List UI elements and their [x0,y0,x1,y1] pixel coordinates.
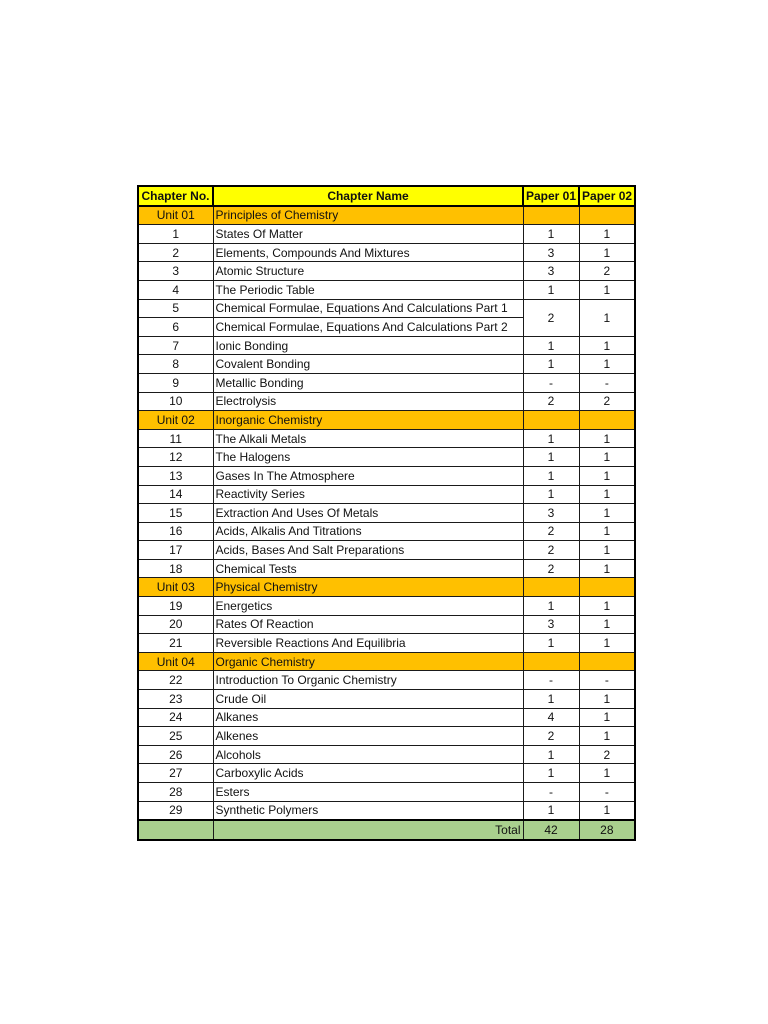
header-row [138,186,635,206]
unit-number: Unit 04 [138,652,213,671]
total-row [138,820,635,840]
chapter-number: 26 [138,745,213,764]
chapter-name: Rates Of Reaction [213,615,523,634]
table-row [138,243,635,262]
paper01-count: 1 [523,355,579,374]
chapter-number: 2 [138,243,213,262]
chapter-number: 22 [138,671,213,690]
paper02-count: 1 [579,280,635,299]
paper01-count: 1 [523,690,579,709]
chapter-number: 4 [138,280,213,299]
header-paper02: Paper 02 [579,186,635,206]
chapter-name: Chemical Formulae, Equations And Calculations Part 1 [213,299,523,318]
paper01-count [523,578,579,597]
paper01-count: 4 [523,708,579,727]
chapter-name: Chemical Tests [213,559,523,578]
chapter-name: Elements, Compounds And Mixtures [213,243,523,262]
table-row [138,801,635,820]
paper01-count: 2 [523,727,579,746]
paper02-count: 1 [579,727,635,746]
header-chapter-name: Chapter Name [213,186,523,206]
chapter-name: Gases In The Atmosphere [213,466,523,485]
chapter-name: Chemical Formulae, Equations And Calculations Part 2 [213,318,523,337]
chapter-number: 14 [138,485,213,504]
paper01-count: 1 [523,745,579,764]
chapter-name: The Periodic Table [213,280,523,299]
chapter-number: 13 [138,466,213,485]
unit-row [138,652,635,671]
chapter-number: 15 [138,504,213,523]
unit-number: Unit 03 [138,578,213,597]
table-row [138,448,635,467]
chapter-name: Covalent Bonding [213,355,523,374]
paper01-count: - [523,373,579,392]
paper02-count: 1 [579,355,635,374]
paper01-count: 1 [523,466,579,485]
table-row [138,727,635,746]
paper02-count: 1 [579,559,635,578]
unit-row [138,411,635,430]
chapter-name: Alkanes [213,708,523,727]
paper01-count [523,411,579,430]
chapter-number: 21 [138,634,213,653]
paper01-count: 3 [523,504,579,523]
table-row [138,485,635,504]
total-paper01: 42 [523,820,579,840]
paper02-count: 1 [579,634,635,653]
paper01-count: 1 [523,597,579,616]
chapter-number: 11 [138,429,213,448]
chapter-number: 27 [138,764,213,783]
paper01-count: 2 [523,392,579,411]
paper02-count: - [579,671,635,690]
chapter-name: Acids, Alkalis And Titrations [213,522,523,541]
paper02-count: - [579,373,635,392]
chapter-number: 29 [138,801,213,820]
paper01-count: - [523,783,579,802]
table-row [138,280,635,299]
chapter-number: 12 [138,448,213,467]
chapter-name: Alcohols [213,745,523,764]
unit-name: Physical Chemistry [213,578,523,597]
chapter-name: Reversible Reactions And Equilibria [213,634,523,653]
table-row [138,392,635,411]
table-row [138,783,635,802]
chapter-name: Electrolysis [213,392,523,411]
header-paper01: Paper 01 [523,186,579,206]
paper01-count: 1 [523,429,579,448]
paper02-count [579,206,635,225]
chapter-name: Alkenes [213,727,523,746]
paper01-count: 3 [523,262,579,281]
paper02-count: 1 [579,504,635,523]
chapter-number: 20 [138,615,213,634]
paper01-count: 2 [523,299,579,336]
paper02-count: 1 [579,690,635,709]
paper01-count: 1 [523,485,579,504]
paper01-count: 2 [523,541,579,560]
paper02-count: - [579,783,635,802]
paper01-count: - [523,671,579,690]
chapter-name: Esters [213,783,523,802]
chapter-number: 3 [138,262,213,281]
table-row [138,541,635,560]
chapter-name: Crude Oil [213,690,523,709]
total-paper02: 28 [579,820,635,840]
chapter-number: 16 [138,522,213,541]
chapter-number: 1 [138,225,213,244]
table-row [138,634,635,653]
unit-number: Unit 02 [138,411,213,430]
table-row [138,336,635,355]
chapter-name: Ionic Bonding [213,336,523,355]
chapter-number: 24 [138,708,213,727]
chapter-number: 28 [138,783,213,802]
table-row [138,373,635,392]
paper01-count: 3 [523,615,579,634]
paper02-count: 1 [579,615,635,634]
paper01-count: 1 [523,634,579,653]
paper01-count: 1 [523,801,579,820]
table-row [138,597,635,616]
table-row [138,299,635,318]
paper02-count: 2 [579,745,635,764]
paper01-count: 3 [523,243,579,262]
unit-name: Organic Chemistry [213,652,523,671]
unit-number: Unit 01 [138,206,213,225]
paper01-count [523,206,579,225]
table-row [138,466,635,485]
paper01-count: 1 [523,336,579,355]
paper02-count [579,411,635,430]
unit-name: Inorganic Chemistry [213,411,523,430]
chapter-name: Extraction And Uses Of Metals [213,504,523,523]
chapter-name: Introduction To Organic Chemistry [213,671,523,690]
paper02-count: 1 [579,225,635,244]
chapter-name: Atomic Structure [213,262,523,281]
paper01-count: 1 [523,764,579,783]
unit-row [138,206,635,225]
table-row [138,429,635,448]
paper02-count [579,652,635,671]
unit-row [138,578,635,597]
paper01-count: 1 [523,448,579,467]
chapter-name: The Halogens [213,448,523,467]
paper02-count: 2 [579,262,635,281]
chapter-name: Carboxylic Acids [213,764,523,783]
table-row [138,690,635,709]
paper02-count: 1 [579,448,635,467]
paper02-count: 1 [579,429,635,448]
chapter-name: Energetics [213,597,523,616]
unit-name: Principles of Chemistry [213,206,523,225]
chapter-name: Reactivity Series [213,485,523,504]
paper02-count [579,578,635,597]
paper02-count: 1 [579,522,635,541]
chapter-name: States Of Matter [213,225,523,244]
paper01-count [523,652,579,671]
chapter-number: 9 [138,373,213,392]
chapter-number: 5 [138,299,213,318]
chapter-name: Acids, Bases And Salt Preparations [213,541,523,560]
table-row [138,764,635,783]
chapter-name: Synthetic Polymers [213,801,523,820]
table-row [138,745,635,764]
paper02-count: 1 [579,597,635,616]
table-row [138,355,635,374]
chapter-number: 7 [138,336,213,355]
paper01-count: 2 [523,522,579,541]
paper02-count: 1 [579,541,635,560]
table-row [138,522,635,541]
paper02-count: 1 [579,466,635,485]
paper01-count: 2 [523,559,579,578]
table-body [138,206,635,840]
chapter-number: 6 [138,318,213,337]
chapter-name: Metallic Bonding [213,373,523,392]
chapter-number: 23 [138,690,213,709]
table-row [138,262,635,281]
table-row [138,225,635,244]
chapter-weighting-table [137,185,636,841]
table-row [138,615,635,634]
paper02-count: 1 [579,764,635,783]
paper01-count: 1 [523,225,579,244]
paper02-count: 1 [579,708,635,727]
header-chapter-no: Chapter No. [138,186,213,206]
chapter-number: 25 [138,727,213,746]
table-row [138,504,635,523]
total-label: Total [213,820,523,840]
chapter-number: 18 [138,559,213,578]
table-row [138,708,635,727]
paper02-count: 1 [579,801,635,820]
chapter-name: The Alkali Metals [213,429,523,448]
paper02-count: 1 [579,243,635,262]
chapter-number: 17 [138,541,213,560]
total-blank [138,820,213,840]
table-row [138,671,635,690]
paper02-count: 1 [579,299,635,336]
chapter-number: 8 [138,355,213,374]
chapter-number: 19 [138,597,213,616]
paper01-count: 1 [523,280,579,299]
paper02-count: 2 [579,392,635,411]
table-row [138,559,635,578]
paper02-count: 1 [579,336,635,355]
chapter-number: 10 [138,392,213,411]
paper02-count: 1 [579,485,635,504]
